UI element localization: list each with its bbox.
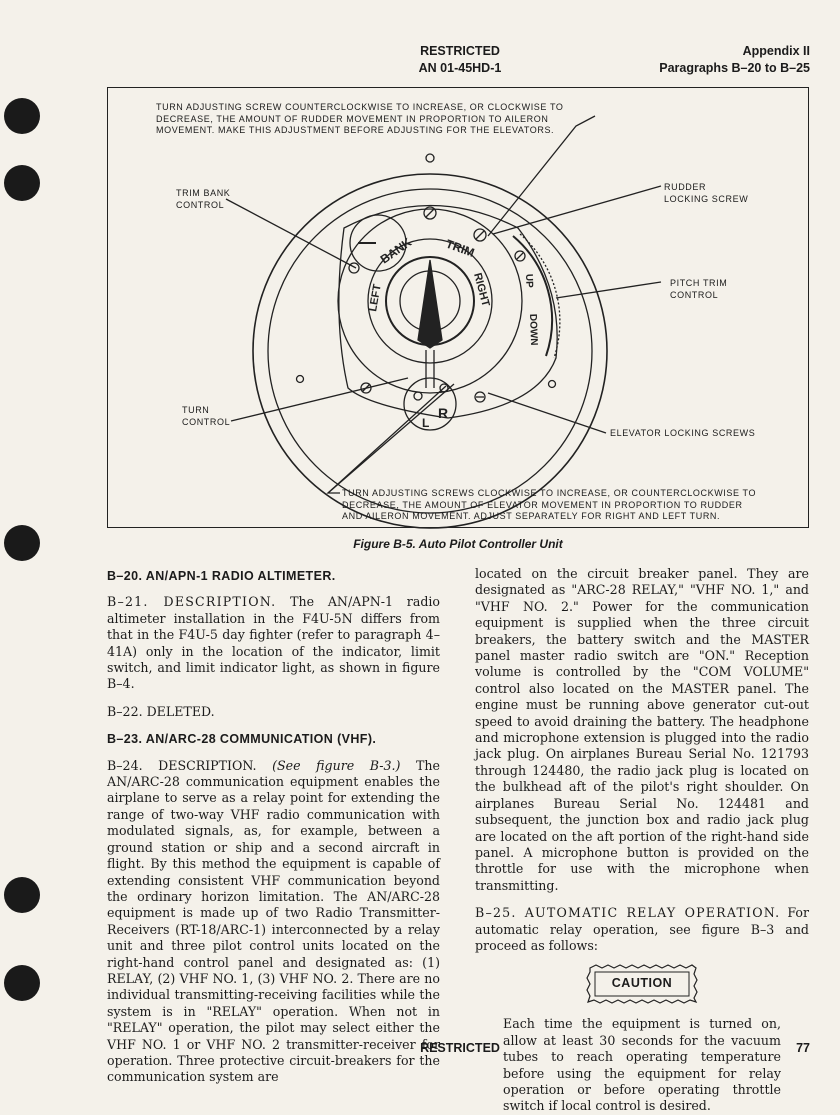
callout-bottom-note: TURN ADJUSTING SCREWS CLOCKWISE TO INCREASE, OR COUNTERCLOCKWISE TO DECREASE, THE AMOUNT OF ELEVATOR MOVEMENT IN PROPORTION TO RUDDER AND AILERON MOVEMENT. ADJUST SEPARATELY FOR RIGHT AND LEFT TURN.	[342, 488, 757, 521]
paragraph-text: The AN/APN-1 radio altimeter installation in the F4U-5N differs from that in the F4U-5 day fighter (refer to paragraph 4–41A) only in the location of the indicator, limit switch, and limit indicator light, as shown in figure B–4.	[107, 594, 440, 692]
paragraph-b25	[475, 905, 809, 954]
callout-turn-control: TURN CONTROL	[182, 405, 231, 427]
paragraph-text: The AN/ARC-28 communication equipment enables the airplane to serve as a relay point for extending the range of two-way VHF radio communication with modulated signals, as, for example, between a ground station or ship and a second aircraft in flight. By this method the equipment is capable of extending consistent VHF communication beyond the ordinary horizon limitation. The AN/ARC-28 equipment is made up of two Radio Transmitter-Receivers (RT-18/ARC-1) interconnected by a relay unit and three pilot control units located on the right-hand control panel and designated as: (1) RELAY, (2) VHF NO. 1, (3) VHF NO. 2. There are no individual transmitting-receiving facilities while the system is in "RELAY" operation. When not in "RELAY" operation, the pilot may select either the VHF NO. 1 or VHF NO. 2 transmitter-receiver for operation. Three protective circuit-breakers for the communication system are	[107, 757, 440, 1085]
section-heading-b20: B–20. AN/APN-1 RADIO ALTIMETER.	[107, 569, 336, 583]
callout-rudder-locking: RUDDER LOCKING SCREW	[664, 182, 749, 204]
binder-hole	[4, 98, 40, 134]
header-paragraphs: Paragraphs B–20 to B–25	[659, 61, 810, 75]
text-column-right	[475, 566, 809, 1115]
callout-pitch-trim: PITCH TRIM CONTROL	[670, 278, 728, 300]
dial-label-right: RIGHT	[471, 271, 492, 308]
dial-label-l: L	[422, 416, 430, 430]
header-classification: RESTRICTED	[420, 44, 500, 58]
paragraph-b24	[107, 758, 440, 1086]
binder-hole	[4, 165, 40, 201]
dial-label-bank: BANK	[377, 235, 415, 267]
caution-box-wrap	[475, 964, 809, 1004]
header-right	[659, 43, 810, 77]
footer-classification: RESTRICTED	[420, 1041, 500, 1055]
figure-reference: (See figure B-3.)	[272, 757, 401, 773]
header-doc-number: AN 01-45HD-1	[418, 61, 502, 75]
paragraph-b24-continued: located on the circuit breaker panel. They are designated as "ARC-28 RELAY," "VHF NO. 1," and "VHF NO. 2." Power for the communication equipment is supplied when the three circuit breakers, the battery switch and the MASTER panel master radio switch are "ON." Reception volume is controlled by the "COM VOLUME" control also located on the MASTER panel. The engine must be running above generator cut-out speed to avoid draining the battery. The headphone and microphone extension is plugged into the radio jack plug. On airplanes Bureau Serial No. 121793 through 124480, the radio jack plug is located on the bulkhead aft of the pilot's right shoulder. On airplanes Bureau Serial No. 124481 and subsequent, the junction box and radio jack plug are located on the aft portion of the right-hand side panel. A microphone button is provided on the throttle for use with the microphone when transmitting.	[475, 566, 809, 893]
dial-label-r: R	[438, 405, 449, 421]
dial-label-down: DOWN	[527, 313, 540, 346]
header-appendix: Appendix II	[742, 44, 810, 58]
dial-label-trim: TRIM	[443, 236, 477, 260]
autopilot-controller-drawing	[108, 88, 810, 529]
dial-label-up: UP	[523, 273, 535, 289]
text-column-left	[107, 566, 440, 1086]
dial-label-left: LEFT	[367, 283, 384, 313]
caution-label: CAUTION	[611, 976, 673, 991]
binder-hole	[4, 965, 40, 1001]
callout-trim-bank: TRIM BANK CONTROL	[176, 188, 231, 210]
callout-elevator-locking: ELEVATOR LOCKING SCREWS	[610, 428, 756, 438]
paragraph-b21	[107, 594, 440, 692]
binder-hole	[4, 877, 40, 913]
paragraph-b22: B–22. DELETED.	[107, 703, 215, 719]
paragraph-lead: B–24. DESCRIPTION.	[107, 757, 257, 773]
figure-b5	[107, 87, 809, 528]
caution-text: Each time the equipment is turned on, allow at least 30 seconds for the vacuum tubes to reach operating temperature before using the equipment for relay operation or before operating throttle switch if local control is desired.	[503, 1016, 781, 1114]
page-number: 77	[796, 1041, 810, 1055]
section-heading-b23: B–23. AN/ARC-28 COMMUNICATION (VHF).	[107, 732, 377, 747]
figure-caption: Figure B-5. Auto Pilot Controller Unit	[353, 537, 563, 551]
header-center	[380, 43, 540, 77]
binder-hole	[4, 525, 40, 561]
caution-box	[586, 964, 698, 1004]
paragraph-text: For automatic relay operation, see figure B–3 and proceed as follows:	[475, 905, 809, 953]
paragraph-lead: B–21. DESCRIPTION.	[107, 594, 277, 610]
paragraph-lead: B–25. AUTOMATIC RELAY OPERATION.	[475, 905, 781, 921]
callout-top-note: TURN ADJUSTING SCREW COUNTERCLOCKWISE TO INCREASE, OR CLOCKWISE TO DECREASE, THE AMOUNT OF RUDDER MOVEMENT IN PROPORTION TO AILERON MOVEMENT. MAKE THIS ADJUSTMENT BEFORE ADJUSTING FOR THE ELEVATORS.	[156, 102, 564, 135]
